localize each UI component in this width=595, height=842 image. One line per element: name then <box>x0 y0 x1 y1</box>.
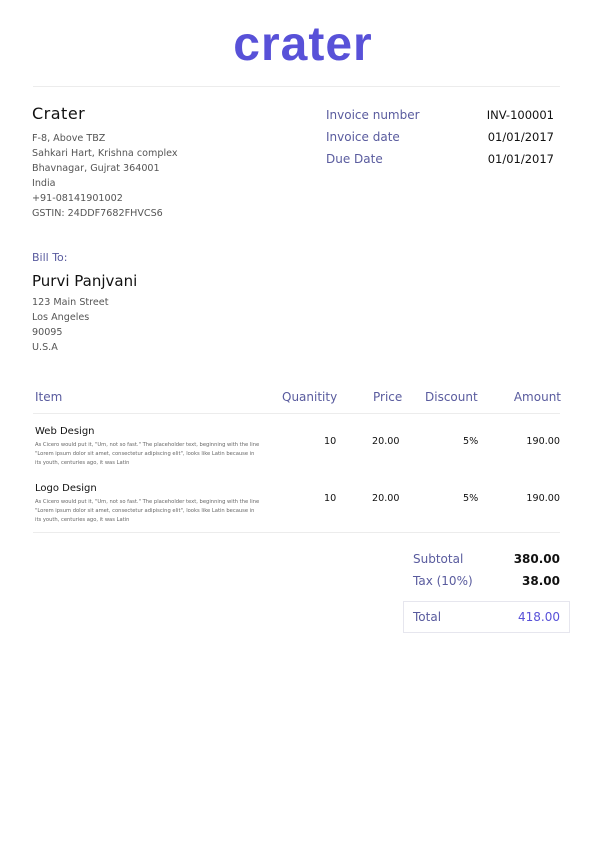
item-name: Logo Design <box>35 483 97 494</box>
client-address-line: U.S.A <box>32 342 58 353</box>
invoice-number-label: Invoice number <box>326 108 420 122</box>
bill-to-label: Bill To: <box>32 251 68 264</box>
item-price: 20.00 <box>372 436 400 447</box>
column-header-quantity: Quanitity <box>282 390 338 404</box>
column-header-price: Price <box>373 390 403 404</box>
tax-row <box>413 570 560 592</box>
item-amount: 190.00 <box>526 493 560 504</box>
crater-logo <box>0 20 595 70</box>
due-date-row <box>326 148 554 170</box>
invoice-date-row <box>326 126 554 148</box>
logo-text: crater <box>233 20 373 70</box>
due-date: 01/01/2017 <box>487 152 554 166</box>
item-discount: 5% <box>463 493 479 504</box>
item-name: Web Design <box>35 426 95 437</box>
invoice-number: INV-100001 <box>486 108 554 122</box>
company-address-line: F-8, Above TBZ <box>32 133 106 144</box>
table-row <box>33 426 561 476</box>
item-amount: 190.00 <box>526 436 560 447</box>
client-address-line: 123 Main Street <box>32 297 109 308</box>
total-box <box>403 601 570 633</box>
invoice-date-label: Invoice date <box>326 130 400 144</box>
column-header-item: Item <box>35 390 63 404</box>
tax-value: 38.00 <box>522 574 560 588</box>
column-header-discount: Discount <box>425 390 478 404</box>
item-discount: 5% <box>463 436 479 447</box>
totals-section <box>413 548 560 592</box>
client-address-line: Los Angeles <box>32 312 90 323</box>
column-header-amount: Amount <box>513 390 561 404</box>
items-table-header <box>33 388 561 408</box>
header-divider <box>33 86 560 87</box>
client-name: Purvi Panjvani <box>32 272 138 290</box>
company-address-line: India <box>32 178 56 189</box>
due-date-label: Due Date <box>326 152 383 166</box>
invoice-number-row <box>326 104 554 126</box>
subtotal-row <box>413 548 560 570</box>
invoice-meta <box>326 104 554 170</box>
subtotal-label: Subtotal <box>413 552 464 566</box>
client-address-line: 90095 <box>32 327 63 338</box>
table-header-divider <box>33 413 560 414</box>
invoice-date: 01/01/2017 <box>487 130 554 144</box>
client-address <box>32 295 108 355</box>
tax-label: Tax (10%) <box>413 574 473 588</box>
company-phone: +91-08141901002 <box>32 193 123 204</box>
company-gstin: GSTIN: 24DDF7682FHVCS6 <box>32 208 163 219</box>
company-address <box>32 131 178 221</box>
subtotal-value: 380.00 <box>513 552 560 566</box>
total-label: Total <box>413 610 442 624</box>
item-price: 20.00 <box>372 493 400 504</box>
item-description: As Cicero would put it, "Um, not so fast." The placeholder text, beginning with the line "Lorem ipsum dolor sit amet, consectetur adipiscing elit", looks like Latin because in its youth, centuries ago, it was Latin <box>35 442 260 466</box>
table-row <box>33 483 561 533</box>
company-address-line: Sahkari Hart, Krishna complex <box>32 148 178 159</box>
item-description: As Cicero would put it, "Um, not so fast." The placeholder text, beginning with the line "Lorem ipsum dolor sit amet, consectetur adipiscing elit", looks like Latin because in its youth, centuries ago, it was Latin <box>35 499 260 523</box>
item-quantity: 10 <box>324 436 337 447</box>
company-address-line: Bhavnagar, Gujrat 364001 <box>32 163 160 174</box>
total-value: 418.00 <box>518 610 560 624</box>
table-footer-divider <box>33 532 560 533</box>
item-quantity: 10 <box>324 493 337 504</box>
company-name: Crater <box>32 104 86 123</box>
